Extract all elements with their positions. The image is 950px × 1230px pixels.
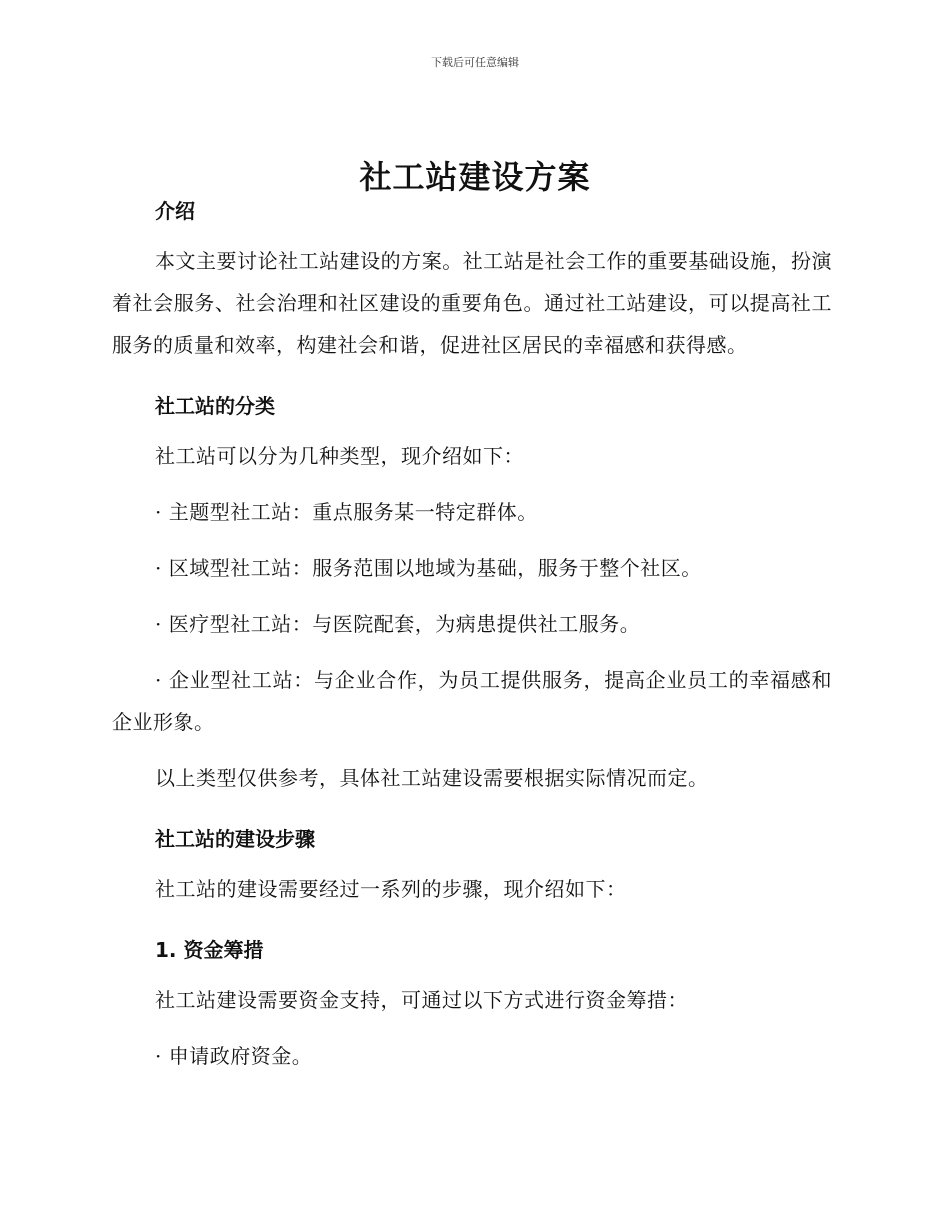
document-body [112,196,832,1077]
list-item: · 企业型社工站：与企业合作，为员工提供服务，提高企业员工的幸福感和企业形象。 [112,668,832,734]
paragraph-steps-lead: 社工站的建设需要经过一系列的步骤，现介绍如下： [155,877,627,901]
header-note: 下载后可任意编辑 [431,56,519,69]
paragraph-step1-lead: 社工站建设需要资金支持，可通过以下方式进行资金筹措： [155,988,688,1012]
heading-step1: 1. 资金筹措 [155,938,264,962]
document-title: 社工站建设方案 [359,158,591,196]
paragraph-types-closing: 以上类型仅供参考，具体社工站建设需要根据实际情况而定。 [155,766,709,790]
list-item: · 医疗型社工站：与医院配套，为病患提供社工服务。 [155,612,641,636]
heading-types: 社工站的分类 [155,394,275,418]
list-item: · 申请政府资金。 [155,1044,313,1068]
heading-steps: 社工站的建设步骤 [155,827,315,851]
list-item: · 主题型社工站：重点服务某一特定群体。 [155,500,538,524]
paragraph-intro: 本文主要讨论社工站建设的方案。社工站是社会工作的重要基础设施，扮演着社会服务、社会治理和社区建设的重要角色。通过社工站建设，可以提高社工服务的质量和效率，构建社会和谐，促进社区居民的幸福感和获得感。 [112,249,832,357]
list-item: · 区域型社工站：服务范围以地域为基础，服务于整个社区。 [155,556,702,580]
paragraph-types-lead: 社工站可以分为几种类型，现介绍如下： [155,444,524,468]
heading-intro: 介绍 [155,199,195,223]
